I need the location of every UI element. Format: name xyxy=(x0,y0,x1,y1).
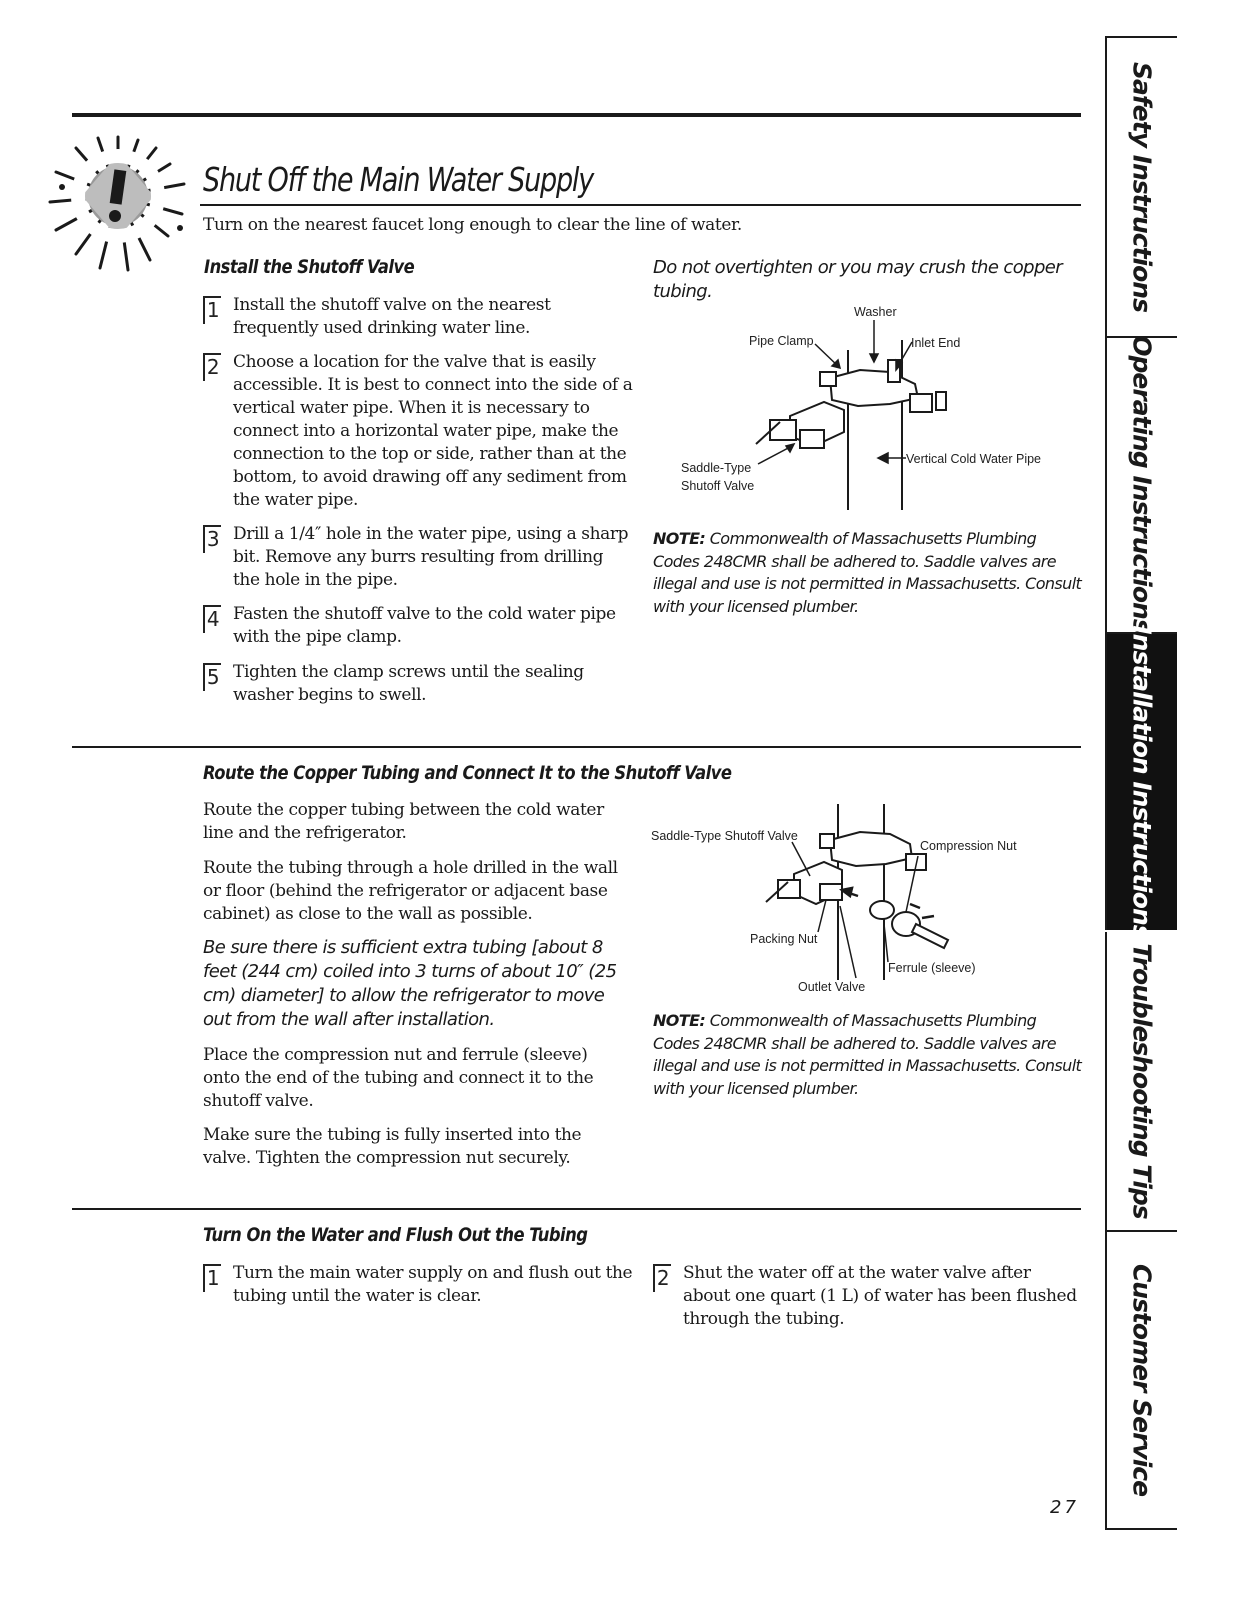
step-number: 5 xyxy=(203,663,221,691)
step-text: Drill a 1/4″ hole in the water pipe, using a sharp bit. Remove any burrs resulting from drilling the hole in the pipe. xyxy=(233,524,629,590)
tab-label: Customer Service xyxy=(1127,1263,1157,1497)
section-rule xyxy=(72,1208,1081,1210)
step-text: Fasten the shutoff valve to the cold water pipe with the pipe clamp. xyxy=(233,604,616,647)
diagram-leaders-1 xyxy=(740,300,1040,500)
install-note xyxy=(653,528,1083,618)
tab-installation-instructions[interactable] xyxy=(1105,625,1177,939)
install-heading: Install the Shutoff Valve xyxy=(204,256,415,278)
route-note xyxy=(653,1010,1083,1100)
tab-label: Troubleshooting Tips xyxy=(1127,943,1157,1219)
label-vertical-pipe: Vertical Cold Water Pipe xyxy=(906,452,1042,466)
note-label: NOTE: xyxy=(653,1011,706,1030)
step-number: 4 xyxy=(203,605,221,633)
step-number: 1 xyxy=(203,1264,221,1292)
route-paragraph: Route the copper tubing between the cold water line and the refrigerator. xyxy=(203,800,604,843)
note-label: NOTE: xyxy=(653,529,706,548)
route-paragraph: Route the tubing through a hole drilled in the wall or floor (behind the refrigerator or adjacent base cabinet) as close to the wall as possible. xyxy=(203,858,618,924)
step-number: 1 xyxy=(203,296,221,324)
label-inlet-end: Inlet End xyxy=(911,336,961,350)
title-rule xyxy=(200,204,1081,206)
step-text: Tighten the clamp screws until the sealing washer begins to swell. xyxy=(233,662,584,705)
note-text: Commonwealth of Massachusetts Plumbing Codes 248CMR shall be adhered to. Saddle valves are illegal and use is not permitted in Massachusetts. Consult with your licensed plumber. xyxy=(653,1011,1082,1098)
step-number: 3 xyxy=(203,525,221,553)
tab-operating-instructions[interactable] xyxy=(1105,336,1177,634)
label-outlet-valve: Outlet Valve xyxy=(798,980,866,994)
label-ferrule: Ferrule (sleeve) xyxy=(888,961,976,975)
diagram-leaders-2 xyxy=(760,820,960,980)
label-packing-nut: Packing Nut xyxy=(750,932,818,946)
step-text: Choose a location for the valve that is easily accessible. It is best to connect into the side of a vertical water pipe. When it is necessary to connect into a horizontal water pipe, make the connection to the top or side, rather than at the bottom, to avoid drawing off any sediment from the water pipe. xyxy=(233,352,633,510)
step-number: 2 xyxy=(653,1264,671,1292)
label-saddle-valve-2: Shutoff Valve xyxy=(681,479,755,493)
section-rule xyxy=(72,746,1081,748)
step-number: 2 xyxy=(203,353,221,381)
tab-label: Safety Instructions xyxy=(1127,62,1157,312)
install-caution: Do not overtighten or you may crush the copper tubing. xyxy=(653,257,1063,302)
route-heading: Route the Copper Tubing and Connect It to the Shutoff Valve xyxy=(203,762,732,784)
intro-text: Turn on the nearest faucet long enough to clear the line of water. xyxy=(203,215,742,235)
tab-customer-service[interactable] xyxy=(1105,1232,1177,1530)
tab-safety-instructions[interactable] xyxy=(1105,36,1177,338)
note-text: Commonwealth of Massachusetts Plumbing Codes 248CMR shall be adhered to. Saddle valves are illegal and use is not permitted in Massachusetts. Consult with your licensed plumber. xyxy=(653,529,1082,616)
label-compression-nut: Compression Nut xyxy=(920,839,1017,853)
step-text: Turn the main water supply on and flush out the tubing until the water is clear. xyxy=(233,1263,633,1306)
tab-label: Operating Instructions xyxy=(1127,335,1157,633)
flush-heading: Turn On the Water and Flush Out the Tubing xyxy=(203,1224,588,1246)
route-paragraph: Place the compression nut and ferrule (sleeve) onto the end of the tubing and connect it to the shutoff valve. xyxy=(203,1045,594,1111)
step-text: Shut the water off at the water valve after about one quart (1 L) of water has been flushed through the tubing. xyxy=(683,1263,1077,1329)
label-pipe-clamp: Pipe Clamp xyxy=(749,334,814,348)
route-paragraph: Make sure the tubing is fully inserted into the valve. Tighten the compression nut securely. xyxy=(203,1125,582,1168)
tab-troubleshooting-tips[interactable] xyxy=(1105,932,1177,1232)
warning-burst-icon xyxy=(42,132,192,277)
label-saddle-valve-1: Saddle-Type xyxy=(681,461,752,475)
top-rule xyxy=(72,113,1081,117)
page-title: Shut Off the Main Water Supply xyxy=(203,160,594,199)
page-number: 27 xyxy=(1050,1497,1079,1518)
label-saddle-valve: Saddle-Type Shutoff Valve xyxy=(651,829,798,843)
route-caution: Be sure there is sufficient extra tubing [about 8 feet (244 cm) coiled into 3 turns of about 10″ (25 cm) diameter] to allow the refrigerator to move out from the wall after installation. xyxy=(203,937,617,1030)
tab-label: Installation Instructions xyxy=(1127,625,1157,939)
label-washer: Washer xyxy=(854,305,897,319)
step-text: Install the shutoff valve on the nearest frequently used drinking water line. xyxy=(233,295,551,338)
